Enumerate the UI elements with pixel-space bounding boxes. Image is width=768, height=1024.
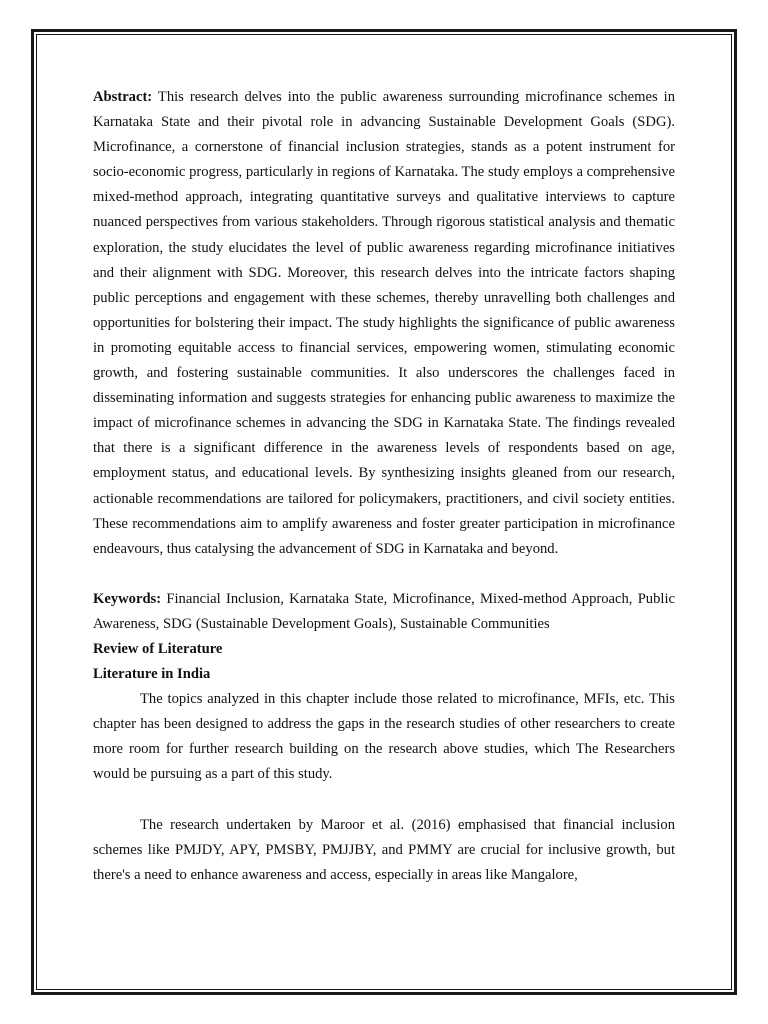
abstract-paragraph [93, 85, 675, 562]
keywords-text: Financial Inclusion, Karnataka State, Microfinance, Mixed-method Approach, Public Awareness, SDG (Sustainable Development Goals), Sustainable Communities [93, 590, 675, 632]
abstract-text: This research delves into the public awareness surrounding microfinance schemes in Karnataka State and their pivotal role in advancing Sustainable Development Goals (SDG). Microfinance, a cornerstone of financial inclusion strategies, stands as a potent instrument for socio-economic progress, particularly in regions of Karnataka. The study employs a comprehensive mixed-method approach, integrating quantitative surveys and qualitative interviews to capture nuanced perspectives from various stakeholders. Through rigorous statistical analysis and thematic exploration, the study elucidates the level of public awareness regarding microfinance initiatives and their alignment with SDG. Moreover, this research delves into the intricate factors shaping public perceptions and engagement with these schemes, thereby unravelling both challenges and opportunities for bolstering their impact. The study highlights the significance of public awareness in promoting equitable access to financial services, empowering women, stimulating economic growth, and fostering sustainable communities. It also underscores the challenges faced in disseminating information and suggests strategies for enhancing public awareness to maximize the impact of microfinance schemes in advancing the SDG in Karnataka State. The findings revealed that there is a significant difference in the awareness levels of respondents based on age, employment status, and educational levels. By synthesizing insights gleaned from our research, actionable recommendations are tailored for policymakers, practitioners, and civil society entities. These recommendations aim to amplify awareness and foster greater participation in microfinance endeavours, thus catalysing the advancement of SDG in Karnataka and beyond. [93, 89, 675, 557]
review-of-literature-heading: Review of Literature [93, 640, 223, 657]
abstract-label: Abstract: [93, 89, 153, 105]
spacer [93, 562, 675, 587]
keywords-label: Keywords: [93, 590, 162, 607]
body-paragraph-1: The topics analyzed in this chapter include those related to microfinance, MFIs, etc. This chapter has been designed to address the gaps in the research studies of other researchers to create more room for further research building on the research above studies, which The Researchers would be pursuing as a part of this study. [93, 691, 675, 783]
literature-in-india-heading: Literature in India [93, 666, 211, 683]
spacer [93, 788, 675, 813]
document-body [93, 85, 675, 888]
keywords-paragraph [93, 587, 675, 637]
body-paragraph-2: The research undertaken by Maroor et al. (2016) emphasised that financial inclusion schemes like PMJDY, APY, PMSBY, PMJJBY, and PMMY are crucial for inclusive growth, but there's a need to enhance awareness and access, especially in areas like Mangalore, [93, 816, 675, 883]
